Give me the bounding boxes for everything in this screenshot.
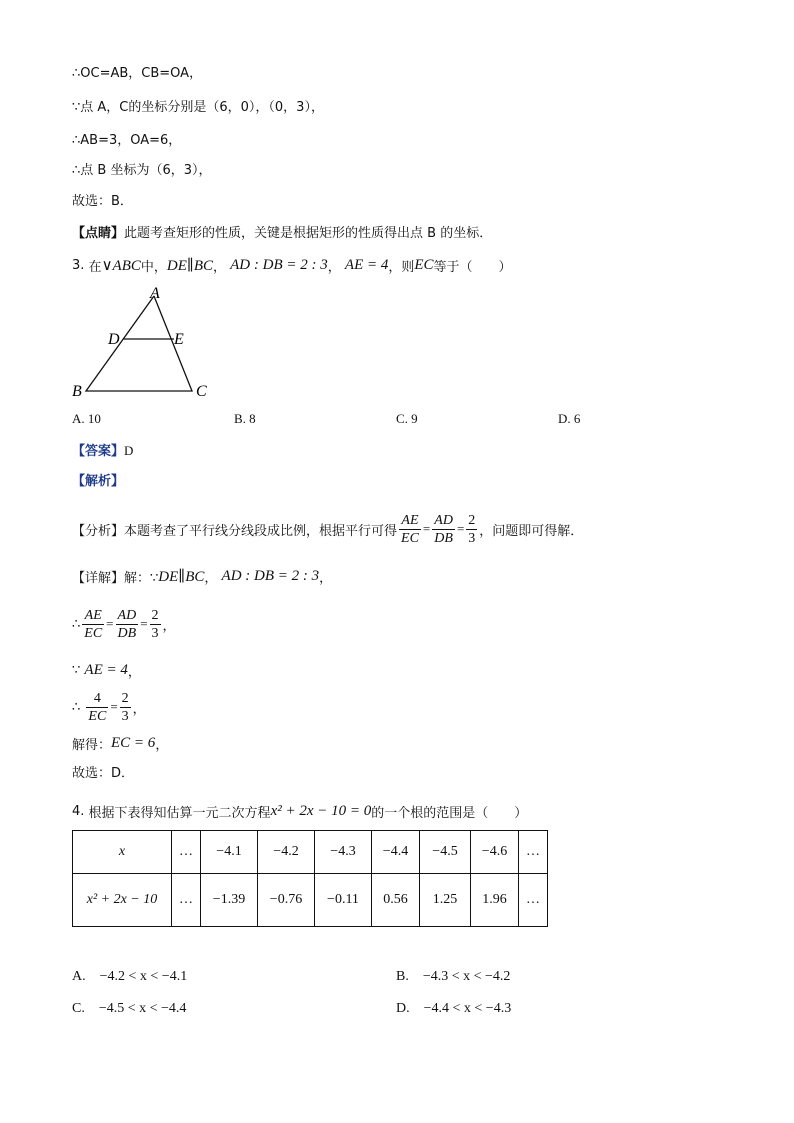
table-cell: 1.25 — [420, 874, 471, 927]
frac-ad-db — [432, 512, 455, 547]
q3-solve-line — [72, 734, 168, 752]
detail-tag: 【详解】 — [72, 570, 125, 586]
frac-num: AE — [84, 607, 102, 623]
solution-line-2: ∵点 A，C的坐标分别是（6，0），（0，3）， — [72, 100, 324, 115]
q3-stem — [72, 256, 512, 274]
label-e: E — [174, 331, 184, 348]
q3-substitute-line: ∴ $\frac{4}{EC}$ = $\frac{2}{3}$ ， — [72, 690, 146, 724]
comma: ， — [132, 701, 146, 717]
frac-num: 4 — [93, 690, 101, 706]
frac-2-3 — [120, 690, 131, 725]
frac-den: 3 — [121, 708, 129, 724]
frac-2-3 — [466, 512, 477, 547]
table-cell: −4.2 — [258, 831, 315, 874]
q3-stem-f: ， — [327, 259, 341, 275]
q3-ratio-line: ∴ $\frac{AE}{EC}$ = $\frac{AD}{DB}$ = $\frac{2}{3}$ ， — [72, 607, 176, 641]
table-cell: −4.6 — [471, 831, 519, 874]
q3-stem-d: ， — [212, 259, 226, 275]
detail-comma: ， — [204, 570, 218, 586]
comma: ， — [155, 737, 169, 753]
q3-stem-h: ，则 — [388, 259, 415, 275]
analysis-tag: 【解析】 — [72, 474, 125, 489]
q3-ec: EC — [414, 256, 434, 273]
label-a: A — [150, 285, 160, 302]
frac-ad-db — [116, 607, 139, 642]
q3-detail-line — [72, 566, 332, 586]
label-d: D — [108, 331, 120, 348]
frac-den: EC — [88, 708, 107, 724]
fenxi-end: ，问题即可得解． — [479, 523, 584, 539]
ec-equals-6: EC = 6 — [111, 734, 156, 751]
solution-line-1: ∴OC=AB，CB=OA， — [72, 66, 203, 81]
q3-stem-a: 在 — [88, 259, 102, 275]
table-cell: −4.3 — [315, 831, 372, 874]
frac-ae-ec — [82, 607, 104, 642]
q3-ae: AE = 4 — [344, 256, 389, 273]
frac-den: 3 — [468, 530, 476, 546]
comma: ， — [162, 618, 176, 634]
q3-stem-b: 中， — [140, 259, 167, 275]
table-row-f — [73, 874, 548, 927]
table-row-x — [73, 831, 548, 874]
table-cell: −1.39 — [201, 874, 258, 927]
q4-stem — [72, 802, 527, 820]
detail-parallel: DE∥BC — [158, 568, 205, 585]
q3-fenxi-line: 【分析】 本题考查了平行线分线段成比例，根据平行可得 $\frac{AE}{EC}$ = $\frac{AD}{DB}$ = $\frac{2}{3}$ ，问题即可得解． — [72, 512, 584, 546]
label-c: C — [196, 383, 207, 400]
q4-choice-c: C. −4.5 < x < −4.4 — [72, 1001, 187, 1016]
ae-equals-4: AE = 4 — [84, 661, 128, 678]
detail-text: 解：∵ — [124, 570, 159, 586]
table-cell: x² + 2x − 10 — [73, 874, 172, 927]
table-cell: … — [172, 874, 201, 927]
frac-ae-ec — [399, 512, 421, 547]
table-cell: 1.96 — [471, 874, 519, 927]
comment-text: 此题考查矩形的性质，关键是根据矩形的性质得出点 B 的坐标． — [124, 226, 493, 241]
frac-num: 2 — [151, 607, 159, 623]
q3-number: 3. — [72, 257, 85, 273]
comment-tag: 【点睛】 — [72, 226, 125, 241]
value-table — [72, 830, 548, 927]
table-cell: −4.1 — [201, 831, 258, 874]
q3-choice-d: D. 6 — [558, 411, 581, 426]
frac-den: 3 — [151, 625, 159, 641]
frac-den: DB — [117, 625, 137, 641]
table-cell: −4.5 — [420, 831, 471, 874]
table-cell: … — [172, 831, 201, 874]
q3-triangle: ∨ABC — [101, 257, 141, 274]
therefore-symbol: ∴ — [72, 699, 81, 715]
solution-line-3: ∴AB=3，OA=6， — [72, 133, 182, 148]
frac-num: AE — [401, 512, 419, 528]
q3-stem-j: 等于（ ） — [433, 259, 512, 275]
answer-tag: 【答案】 — [72, 444, 125, 459]
frac-num: 2 — [121, 690, 129, 706]
frac-num: 2 — [468, 512, 476, 528]
q3-choice-b: B. 8 — [234, 411, 256, 426]
table-cell: −0.11 — [315, 874, 372, 927]
table-cell: −4.4 — [372, 831, 420, 874]
solution-line-4: ∴点 B 坐标为（6，3）， — [72, 163, 212, 178]
triangle-figure — [66, 282, 226, 402]
answer-value: D — [124, 443, 134, 458]
frac-den: DB — [434, 530, 453, 546]
q3-choice-a: A. 10 — [72, 411, 101, 426]
table-cell: x — [73, 831, 172, 874]
frac-den: EC — [84, 625, 103, 641]
label-b: B — [72, 383, 82, 400]
q4-choice-b: B. −4.3 < x < −4.2 — [396, 969, 511, 984]
q3-because-line — [72, 661, 141, 679]
table-cell: … — [519, 831, 548, 874]
table-cell: 0.56 — [372, 874, 420, 927]
q4-equation: x² + 2x − 10 = 0 — [270, 802, 372, 819]
detail-comma2: ， — [319, 570, 333, 586]
q4-choice-d: D. −4.4 < x < −4.3 — [396, 1001, 512, 1016]
q3-choice-c: C. 9 — [396, 411, 418, 426]
q3-ratio: AD : DB = 2 : 3 — [230, 256, 328, 273]
frac-num: AD — [434, 512, 453, 528]
fenxi-text: 本题考查了平行线分线段成比例，根据平行可得 — [124, 523, 398, 539]
frac-2-3 — [150, 607, 161, 642]
q3-pick-line: 故选：D． — [72, 766, 135, 781]
table-cell: … — [519, 874, 548, 927]
comma: ， — [127, 664, 141, 680]
q3-parallel: DE∥BC — [166, 257, 213, 274]
q4-stem-a: 根据下表得知估算一元二次方程 — [88, 805, 271, 821]
therefore-symbol: ∴ — [72, 616, 81, 632]
solution-line-5: 故选：B． — [72, 194, 133, 209]
comment-line — [72, 226, 492, 242]
frac-4-ec — [86, 690, 108, 725]
solve-text: 解得： — [72, 737, 112, 753]
q3-answer-line — [72, 443, 133, 460]
q4-stem-b: 的一个根的范围是（ ） — [371, 805, 528, 821]
fenxi-tag: 【分析】 — [72, 523, 125, 539]
table-cell: −0.76 — [258, 874, 315, 927]
frac-den: EC — [401, 530, 419, 546]
q4-number: 4. — [72, 803, 85, 819]
frac-num: AD — [117, 607, 137, 623]
because-symbol: ∵ — [72, 662, 81, 678]
q4-choice-a: A. −4.2 < x < −4.1 — [72, 969, 188, 984]
detail-ratio: AD : DB = 2 : 3 — [221, 567, 320, 584]
